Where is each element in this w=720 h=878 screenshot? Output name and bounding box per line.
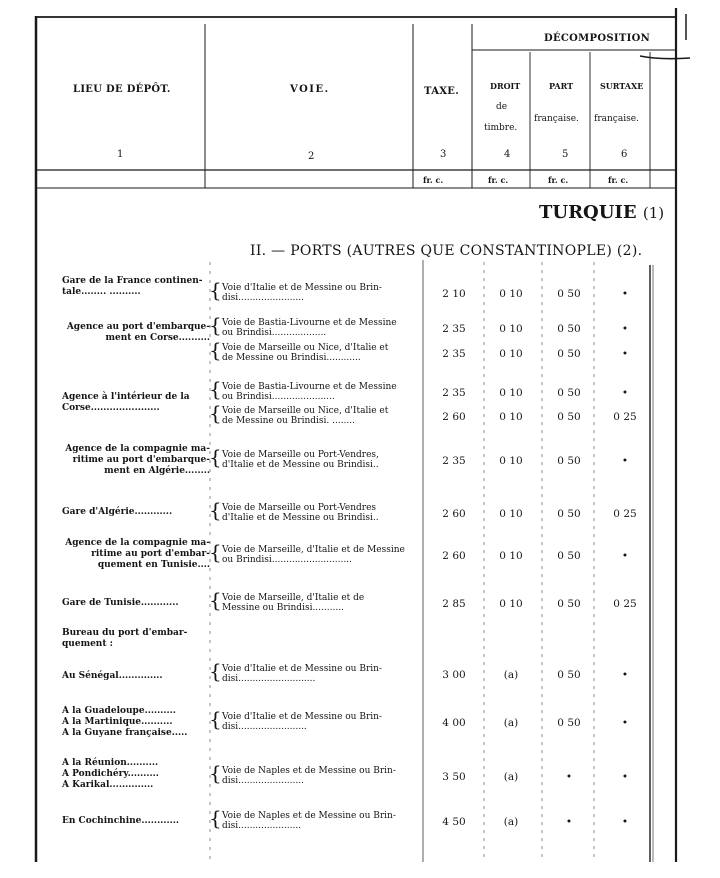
header-lieu: LIEU DE DÉPÔT. <box>73 84 171 95</box>
header-droit-timbre: timbre. <box>484 123 518 133</box>
row-brace: { <box>209 707 222 731</box>
cell-part: 0 50 <box>557 669 581 681</box>
cell-droit: 0 10 <box>499 288 523 300</box>
cell-taxe: 2 10 <box>442 288 466 300</box>
col-number-2: 2 <box>308 151 315 162</box>
row-location-line: A la Guadeloupe.......... <box>62 706 176 716</box>
row-location-line: A la Guyane française..... <box>62 728 188 738</box>
cell-droit: (a) <box>503 771 519 783</box>
cell-taxe: 4 50 <box>442 816 466 828</box>
row-location-line: Agence au port d'embarque- <box>66 322 210 332</box>
unit-surtaxe: fr. c. <box>608 175 629 185</box>
row-brace: { <box>209 401 222 425</box>
row-brace: { <box>209 338 222 362</box>
header-surtaxe-francaise: française. <box>594 114 639 124</box>
col-number-6: 6 <box>621 149 628 160</box>
row-route-line: Voie de Naples et de Messine ou Brin- <box>222 766 396 776</box>
row-location-line: Gare de Tunisie............ <box>62 598 179 608</box>
row-route-line: disi....................... <box>222 776 304 786</box>
cell-taxe: 2 35 <box>442 348 466 360</box>
unit-taxe: fr. c. <box>423 175 444 185</box>
row-location-line: Agence à l'intérieur de la <box>62 392 190 402</box>
cell-surtaxe: • <box>621 771 629 783</box>
row-route-line: Voie d'Italie et de Messine ou Brin- <box>222 664 382 674</box>
cell-droit: 0 10 <box>499 598 523 610</box>
cell-taxe: 3 50 <box>442 771 466 783</box>
cell-surtaxe: • <box>621 323 629 335</box>
row-location-line: Bureau du port d'embar- <box>62 628 188 638</box>
col-number-3: 3 <box>440 149 447 160</box>
unit-part: fr. c. <box>548 175 569 185</box>
cell-part: 0 50 <box>557 550 581 562</box>
cell-surtaxe: 0 25 <box>613 598 637 610</box>
cell-surtaxe: • <box>621 288 629 300</box>
row-brace: { <box>209 588 222 612</box>
header-decomposition: DÉCOMPOSITION <box>544 33 651 44</box>
row-route-line: d'Italie et de Messine ou Brindisi.. <box>222 513 379 523</box>
row-brace: { <box>209 761 222 785</box>
cell-part: 0 50 <box>557 508 581 520</box>
row-location-line: Corse...................... <box>62 403 160 413</box>
cell-droit: 0 10 <box>499 323 523 335</box>
cell-taxe: 2 60 <box>442 411 466 423</box>
section-subtitle: II. — PORTS (AUTRES QUE CONSTANTINOPLE) (2). <box>250 243 643 259</box>
row-location <box>62 706 210 739</box>
row-route <box>222 343 420 363</box>
row-location <box>62 671 210 682</box>
cell-surtaxe: • <box>621 717 629 729</box>
cell-part: 0 50 <box>557 717 581 729</box>
row-route-line: ou Brindisi............................ <box>222 555 352 565</box>
cell-taxe: 3 00 <box>442 669 466 681</box>
section-title <box>539 204 664 222</box>
cell-part: • <box>565 816 573 828</box>
header-part-francaise: française. <box>534 114 579 124</box>
row-route <box>222 382 420 402</box>
row-route-line: de Messine ou Brindisi............ <box>222 353 361 363</box>
row-route-line: disi........................... <box>222 674 316 684</box>
cell-part: • <box>565 771 573 783</box>
row-route-line: disi...................... <box>222 821 302 831</box>
row-route <box>222 545 420 565</box>
row-location <box>62 628 210 650</box>
row-location <box>62 598 210 609</box>
header-droit: DROIT <box>490 81 521 91</box>
header-voie: VOIE. <box>290 84 330 95</box>
row-route-line: Voie de Bastia-Livourne et de Messine <box>222 318 397 328</box>
row-location-line: quement : <box>62 639 113 649</box>
cell-taxe: 2 35 <box>442 323 466 335</box>
row-location-line: A Pondichéry.......... <box>62 769 159 779</box>
row-route-line: Voie de Marseille ou Nice, d'Italie et <box>222 406 389 416</box>
row-location-line: quement en Tunisie.... <box>97 560 210 570</box>
header-surtaxe: SURTAXE <box>600 81 644 91</box>
cell-droit: (a) <box>503 816 519 828</box>
unit-droit: fr. c. <box>488 175 509 185</box>
row-brace: { <box>209 377 222 401</box>
cell-droit: 0 10 <box>499 411 523 423</box>
row-route-line: ou Brindisi................... <box>222 328 327 338</box>
cell-droit: 0 10 <box>499 455 523 467</box>
row-location-line: A la Réunion.......... <box>62 758 159 768</box>
row-location-line: En Cochinchine............ <box>62 816 179 826</box>
row-route <box>222 406 420 426</box>
row-route-line: Voie de Marseille, d'Italie et de Messine <box>222 545 405 555</box>
cell-part: 0 50 <box>557 411 581 423</box>
row-route-line: Voie de Marseille ou Port-Vendres <box>222 503 377 513</box>
row-location <box>62 276 210 298</box>
cell-surtaxe: 0 25 <box>613 508 637 520</box>
row-location-line: ritime au port d'embar- <box>91 549 210 559</box>
row-location <box>62 507 210 518</box>
cell-surtaxe: • <box>621 669 629 681</box>
cell-taxe: 2 60 <box>442 508 466 520</box>
row-location-line: Gare de la France continen- <box>62 276 203 286</box>
cell-taxe: 4 00 <box>442 717 466 729</box>
row-location-line: Gare d'Algérie............ <box>62 507 173 517</box>
header-part: PART <box>549 81 574 91</box>
section-title-text: TURQUIE <box>539 202 637 223</box>
col-number-4: 4 <box>504 149 511 160</box>
row-route-line: Voie de Marseille, d'Italie et de <box>222 593 365 603</box>
row-route-line: ou Brindisi...................... <box>222 392 335 402</box>
cell-part: 0 50 <box>557 323 581 335</box>
row-location-line: Agence de la compagnie ma- <box>65 444 210 454</box>
header-taxe: TAXE. <box>424 86 460 97</box>
row-location-line: Agence de la compagnie ma- <box>65 538 210 548</box>
row-route <box>222 766 420 786</box>
cell-taxe: 2 85 <box>442 598 466 610</box>
row-route <box>222 593 420 613</box>
cell-part: 0 50 <box>557 455 581 467</box>
row-location <box>62 816 210 827</box>
cell-droit: 0 10 <box>499 508 523 520</box>
row-route <box>222 450 420 470</box>
row-location-line: ment en Algérie........ <box>104 466 210 476</box>
row-location <box>62 758 210 791</box>
cell-part: 0 50 <box>557 598 581 610</box>
row-route-line: disi....................... <box>222 293 304 303</box>
cell-droit: 0 10 <box>499 550 523 562</box>
section-title-note: (1) <box>642 204 665 222</box>
row-route <box>222 318 420 338</box>
row-location <box>62 538 210 571</box>
row-route-line: Voie d'Italie et de Messine ou Brin- <box>222 283 382 293</box>
cell-taxe: 2 35 <box>442 455 466 467</box>
row-route-line: Voie d'Italie et de Messine ou Brin- <box>222 712 382 722</box>
row-route-line: Voie de Marseille ou Port-Vendres, <box>222 450 379 460</box>
cell-surtaxe: • <box>621 387 629 399</box>
cell-surtaxe: • <box>621 550 629 562</box>
row-brace: { <box>209 313 222 337</box>
col-number-1: 1 <box>117 149 124 160</box>
cell-surtaxe: • <box>621 816 629 828</box>
row-route-line: d'Italie et de Messine ou Brindisi.. <box>222 460 379 470</box>
row-route-line: Voie de Marseille ou Nice, d'Italie et <box>222 343 389 353</box>
row-location-line: ment en Corse.......... <box>105 333 210 343</box>
row-route <box>222 503 420 523</box>
row-route-line: Voie de Naples et de Messine ou Brin- <box>222 811 396 821</box>
row-location-line: A Karikal.............. <box>62 780 154 790</box>
row-location <box>62 322 210 344</box>
row-route-line: de Messine ou Brindisi. ........ <box>222 416 356 426</box>
row-route-line: Messine ou Brindisi........... <box>222 603 344 613</box>
row-route-line: Voie de Bastia-Livourne et de Messine <box>222 382 397 392</box>
row-route <box>222 664 420 684</box>
row-route <box>222 811 420 831</box>
row-brace: { <box>209 445 222 469</box>
row-brace: { <box>209 498 222 522</box>
cell-surtaxe: • <box>621 455 629 467</box>
row-route-line: disi........................ <box>222 722 307 732</box>
cell-droit: 0 10 <box>499 387 523 399</box>
row-brace: { <box>209 659 222 683</box>
row-location-line: ritime au port d'embarque- <box>72 455 210 465</box>
cell-droit: 0 10 <box>499 348 523 360</box>
row-location <box>62 444 210 477</box>
cell-surtaxe: 0 25 <box>613 411 637 423</box>
row-location-line: A la Martinique.......... <box>62 717 173 727</box>
row-brace: { <box>209 278 222 302</box>
col-number-5: 5 <box>562 149 569 160</box>
row-brace: { <box>209 540 222 564</box>
cell-part: 0 50 <box>557 387 581 399</box>
row-location <box>62 392 210 414</box>
row-location-line: tale........ .......... <box>62 287 141 297</box>
row-location-line: Au Sénégal.............. <box>62 671 163 681</box>
row-brace: { <box>209 806 222 830</box>
cell-taxe: 2 60 <box>442 550 466 562</box>
cell-droit: (a) <box>503 669 519 681</box>
cell-surtaxe: • <box>621 348 629 360</box>
cell-droit: (a) <box>503 717 519 729</box>
row-route <box>222 712 420 732</box>
cell-taxe: 2 35 <box>442 387 466 399</box>
cell-part: 0 50 <box>557 288 581 300</box>
cell-part: 0 50 <box>557 348 581 360</box>
header-droit-de: de <box>496 102 508 112</box>
row-route <box>222 283 420 303</box>
